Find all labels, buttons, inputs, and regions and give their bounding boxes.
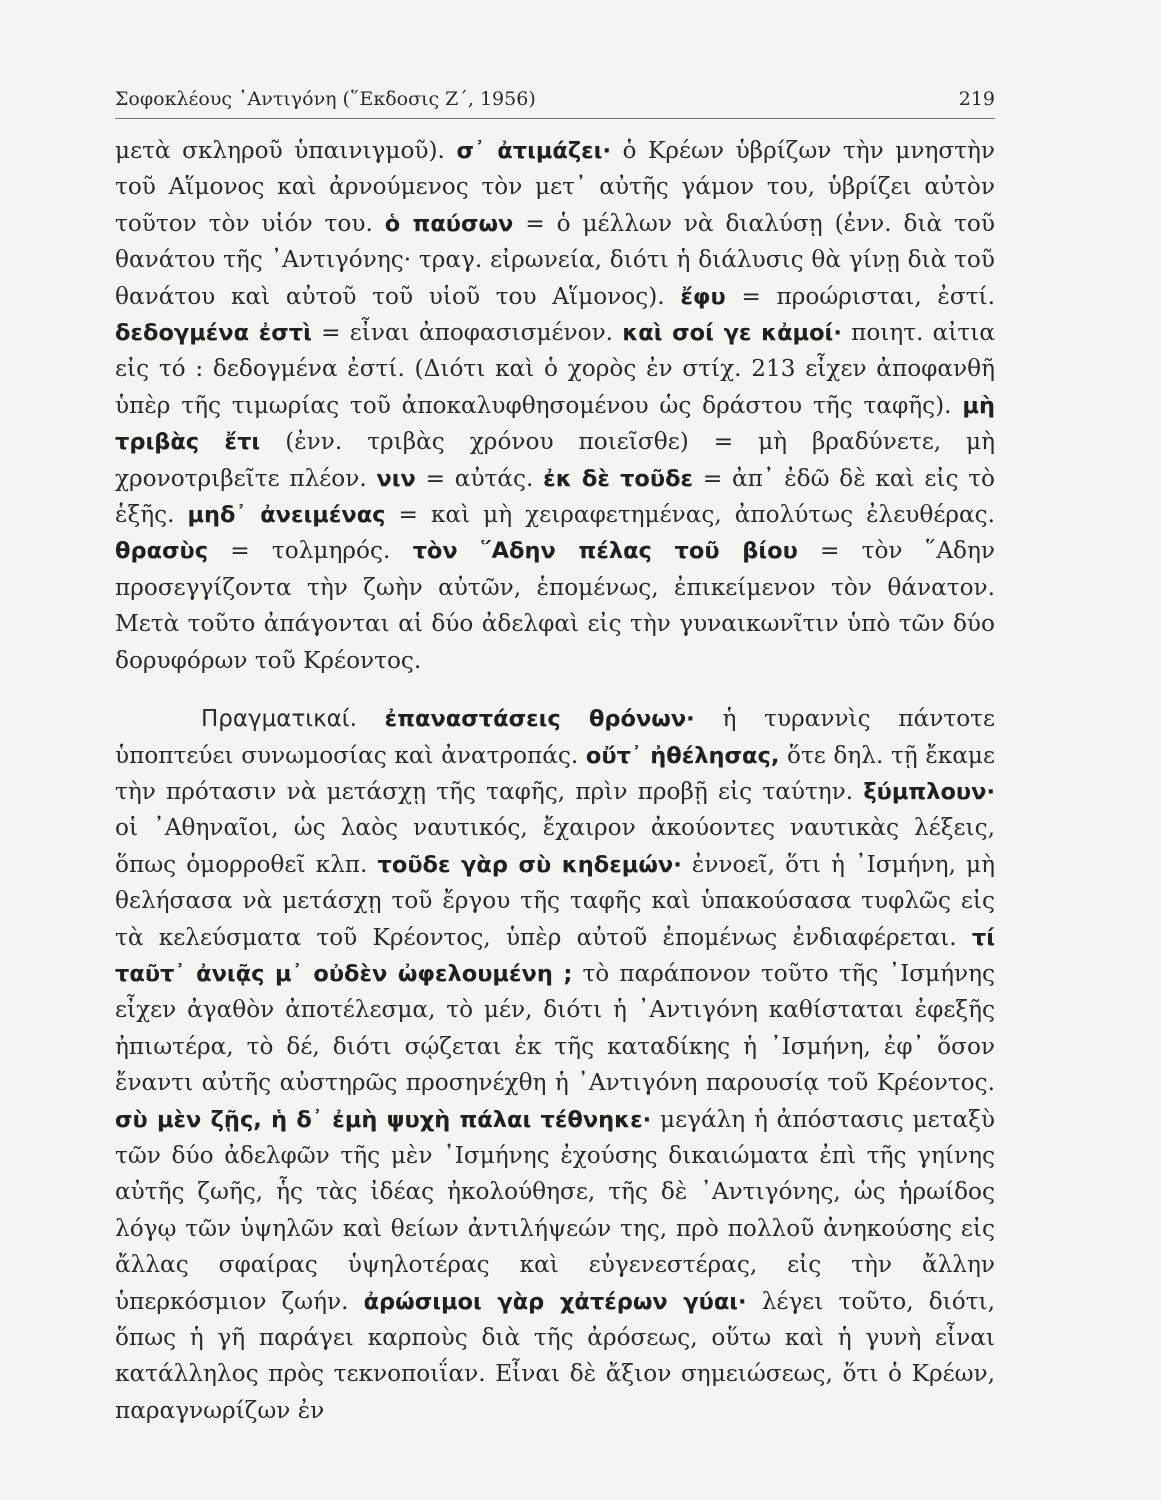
text-run: = αὐτάς. bbox=[425, 464, 534, 492]
text-run: = ὁ μέλλων νὰ διαλύσῃ (ἐνν. διὰ τοῦ θανάτου τῆς ᾽Αντιγόνης· τραγ. εἰρωνεία, διότι ἡ διάλυσις θὰ γίνῃ διὰ τοῦ θανάτου καὶ αὐτοῦ τοῦ υἱοῦ του Αἵμονος). bbox=[115, 209, 995, 310]
lemma: ἐπαναστάσεις θρόνων· bbox=[384, 706, 695, 733]
lemma: σὺ μὲν ζῇς, ἡ δ᾽ ἐμὴ ψυχὴ πάλαι τέθνηκε· bbox=[115, 1106, 652, 1133]
lemma: σ᾽ ἀτιμάζει· bbox=[456, 138, 611, 164]
text-run: ὁ Κρέων ὑβρίζων τὴν μνηστὴν τοῦ Αἵμονος καὶ ἀρνούμενος τὸν μετ᾽ αὐτῆς γάμον του, ὑβρίζει αὐτὸν τοῦτον τὸν υἱόν του. bbox=[115, 137, 995, 237]
text-run: = εἶναι ἀποφασισμένον. bbox=[321, 319, 614, 347]
lemma: οὔτ᾽ ἠθέλησας, bbox=[585, 742, 780, 769]
lemma: τί ταῦτ᾽ ἀνιᾷς μ᾽ οὐδὲν ὠφελουμένη ; bbox=[115, 924, 995, 987]
lemma: τοῦδε γὰρ σὺ κηδεμών· bbox=[377, 851, 682, 878]
text-run: = τολμηρός. bbox=[230, 537, 391, 565]
book-page bbox=[115, 88, 995, 1429]
running-title: Σοφοκλέους ᾽Αντιγόνη (῞Εκδοσις Ζ΄, 1956) bbox=[115, 88, 536, 110]
lemma: τὸν ῞Αδην πέλας τοῦ βίου bbox=[412, 538, 798, 565]
text-run: = τὸν ῞Αδην προσεγγίζοντα τὴν ζωὴν αὐτῶν, ἑπομένως, ἐπικείμενον τὸν θάνατον. Μετὰ τοῦτο ἀπάγονται αἱ δύο ἀδελφαὶ εἰς τὴν γυναικωνῖτιν ὑπὸ τῶν δύο δορυφόρων τοῦ Κρέοντος. bbox=[115, 537, 996, 674]
text-run: (ἐνν. τριβὰς χρόνου ποιεῖσθε) = μὴ βραδύνετε, μὴ χρονοτριβεῖτε πλέον. bbox=[115, 428, 996, 492]
page-number: 219 bbox=[958, 88, 995, 110]
lemma: θρασὺς bbox=[115, 538, 209, 565]
text-run: λέγει τοῦτο, διότι, ὅπως ἡ γῆ παράγει καρποὺς διὰ τῆς ἀρόσεως, οὕτω καὶ ἡ γυνὴ εἶναι κατάλληλος πρὸς τεκνοποιΐαν. Εἶναι δὲ ἄξιον σημειώσεως, ὅτι ὁ Κρέων, παραγνωρίζων ἐν bbox=[115, 1287, 996, 1424]
lemma: ἀρώσιμοι γὰρ χἀτέρων γύαι· bbox=[363, 1288, 747, 1315]
text-run: = καὶ μὴ χειραφετημένας, ἀπολύτως ἐλευθέρας. bbox=[398, 501, 995, 529]
paragraph-lead: Πραγματικαί. bbox=[201, 706, 357, 733]
text-run: μεγάλη ἡ ἀπόστασις μεταξὺ τῶν δύο ἀδελφῶν τῆς μὲν ᾽Ισμήνης ἐχούσης δικαιώματα ἐπὶ τῆς γηίνης αὐτῆς ζωῆς, ἧς τὰς ἰδέας ἠκολούθησε, τῆς δὲ ᾽Αντιγόνης, ὡς ἡρωίδος λόγῳ τῶν ὑψηλῶν καὶ θείων ἀντιλήψεών της, πρὸ πολλοῦ ἀνηκούσης εἰς ἄλλας σφαίρας ὑψηλοτέρας καὶ εὐγενεστέρας, εἰς τὴν ἄλλην ὑπερκόσμιον ζωήν. bbox=[115, 1105, 995, 1315]
text-run: μετὰ σκληροῦ ὑπαινιγμοῦ). bbox=[115, 137, 445, 164]
text-run: ποιητ. αἰτια εἰς τό : δεδογμένα ἐστί. (Διότι καὶ ὁ χορὸς ἐν στίχ. 213 εἶχεν ἀποφανθῆ ὑπὲρ τῆς τιμωρίας τοῦ ἀποκαλυφθησομένου ὡς δράστου τῆς ταφῆς). bbox=[115, 319, 996, 419]
commentary-paragraph-2 bbox=[115, 701, 995, 1429]
lemma: ἔφυ bbox=[680, 283, 726, 310]
lemma: ξύμπλουν· bbox=[863, 778, 995, 805]
lemma: μηδ᾽ ἀνειμένας bbox=[187, 502, 386, 529]
running-header bbox=[115, 88, 995, 119]
lemma: ἐκ δὲ τοῦδε bbox=[543, 465, 694, 492]
text-run: = προώρισται, ἐστί. bbox=[741, 282, 995, 310]
lemma: μὴ τριβὰς ἔτι bbox=[115, 392, 995, 456]
text-run: οἱ ᾽Αθηναῖοι, ὡς λαὸς ναυτικός, ἔχαιρον ἀκούοντες ναυτικὰς λέξεις, ὅπως ὁμορροθεῖ κλπ. bbox=[115, 814, 995, 878]
commentary-paragraph-1 bbox=[115, 133, 995, 679]
lemma: ὁ παύσων bbox=[384, 210, 514, 237]
text-run: = ἀπ᾽ ἐδῶ δὲ καὶ εἰς τὸ ἑξῆς. bbox=[115, 464, 996, 529]
text-run: τὸ παράπονον τοῦτο τῆς ᾽Ισμήνης εἶχεν ἀγαθὸν ἀποτέλεσμα, τὸ μέν, διότι ἡ ᾽Αντιγόνη καθίσταται ἐφεξῆς ἠπιωτέρα, τὸ δέ, διότι σῴζεται ἐκ τῆς καταδίκης ἡ ᾽Ισμήνη, ἐφ᾽ ὅσον ἔναντι αὐτῆς αὐστηρῶς προσηνέχθη ἡ ᾽Αντιγόνη παρουσίᾳ τοῦ Κρέοντος. bbox=[115, 959, 995, 1097]
text-run: ἐννοεῖ, ὅτι ἡ ᾽Ισμήνη, μὴ θελήσασα νὰ μετάσχῃ τοῦ ἔργου τῆς ταφῆς καὶ ὑπακούσασα τυφλῶς εἰς τὰ κελεύσματα τοῦ Κρέοντος, ὑπὲρ αὐτοῦ ἐπομένως ἐνδιαφέρεται. bbox=[115, 850, 996, 951]
text-run: ὅτε δηλ. τῇ ἔκαμε τὴν πρότασιν νὰ μετάσχῃ τῆς ταφῆς, πρὶν προβῇ εἰς ταύτην. bbox=[115, 741, 995, 805]
text-run: ἡ τυραννὶς πάντοτε ὑποπτεύει συνωμοσίας καὶ ἀνατροπάς. bbox=[115, 705, 996, 769]
lemma: νιν bbox=[376, 465, 416, 492]
lemma: καὶ σοί γε κἀμοί· bbox=[622, 320, 842, 347]
lemma: δεδογμένα ἐστὶ bbox=[115, 320, 312, 347]
